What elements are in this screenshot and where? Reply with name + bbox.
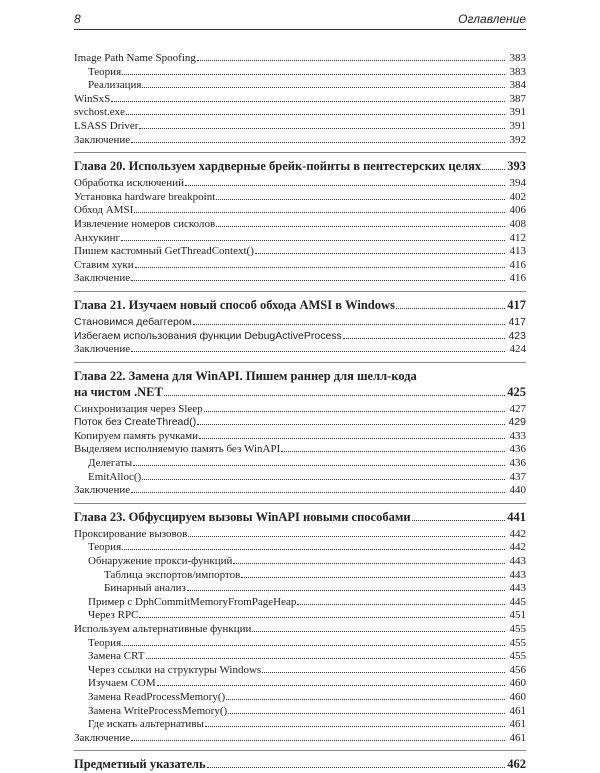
dot-leader	[188, 526, 505, 537]
toc-entry[interactable]	[74, 539, 526, 553]
toc-entry-page: 442	[509, 527, 526, 540]
dot-leader	[131, 270, 505, 281]
dot-leader	[199, 428, 505, 439]
toc-entry[interactable]	[74, 401, 526, 415]
toc-entry-page: 445	[509, 595, 526, 608]
chapter-title-line[interactable]: Глава 22. Замена для WinAPI. Пишем раннер для шелл-кода	[74, 368, 417, 383]
toc-entry-title: Теория	[88, 541, 122, 554]
toc-entry[interactable]	[74, 482, 526, 496]
toc-entry[interactable]	[74, 314, 526, 328]
toc-entry-title: EmitAlloc()	[88, 470, 142, 483]
toc-entry-title: Делегаты	[88, 457, 133, 470]
toc-entry-title: LSASS Driver	[74, 119, 139, 132]
toc-entry-title: Заключение	[74, 484, 131, 497]
toc-entry-page: 408	[509, 217, 526, 230]
dot-leader	[226, 689, 505, 700]
dot-leader	[252, 621, 505, 632]
toc-entry[interactable]	[74, 703, 526, 717]
toc-entry-title: Используем альтернативные функции	[74, 623, 252, 635]
toc-entry-page: 456	[509, 663, 526, 676]
toc-entry-title: Замена WriteProcessMemory()	[88, 704, 228, 717]
dot-leader	[255, 243, 505, 254]
toc-entry-page: 429	[508, 416, 526, 429]
toc-entry-title: WinSxS	[74, 92, 111, 105]
dot-leader	[262, 662, 505, 673]
toc-entry-page: 461	[509, 718, 526, 731]
toc-entry[interactable]	[74, 104, 526, 118]
toc-entry-page: 416	[509, 258, 526, 271]
toc-entry[interactable]	[74, 77, 526, 91]
toc-entry-title: Бинарный анализ	[104, 582, 186, 595]
dot-leader	[157, 675, 505, 686]
toc-entry[interactable]	[74, 428, 526, 442]
toc-entry-page: 406	[509, 204, 526, 217]
divider	[74, 291, 526, 292]
toc-entry-title: Обход AMSI	[74, 204, 134, 217]
toc-entry[interactable]	[74, 118, 526, 132]
chapter-page: 393	[507, 159, 526, 174]
toc-entry-title: Заключение	[74, 133, 131, 146]
toc-entry-title: Пример с DphCommitMemoryFromPageHeap	[88, 595, 297, 608]
dot-leader	[142, 77, 505, 88]
toc-entry[interactable]	[74, 648, 526, 662]
dot-leader	[139, 607, 505, 618]
toc-entry-title: Теория	[88, 636, 122, 649]
toc-entry[interactable]	[74, 132, 526, 146]
toc-entry-page: 391	[509, 119, 526, 132]
running-head	[74, 7, 526, 30]
toc-entry-page: 443	[509, 582, 526, 595]
toc-entry-title: Ставим хуки	[74, 258, 134, 271]
dot-leader	[193, 314, 505, 325]
toc-entry-page: 451	[509, 609, 526, 622]
dot-leader	[164, 385, 505, 396]
toc-entry[interactable]	[74, 64, 526, 78]
toc-entry-title: Обработка исключений	[74, 177, 184, 190]
toc-entry-title: Теория	[88, 65, 122, 78]
toc-entry-title: Где искать альтернативы	[88, 718, 204, 731]
toc-entry[interactable]	[74, 50, 526, 64]
toc-entry-page: 440	[509, 484, 526, 497]
dot-leader	[197, 414, 505, 425]
chapter-heading[interactable]	[74, 510, 526, 526]
toc-entry[interactable]	[74, 91, 526, 105]
toc-entry[interactable]	[74, 730, 526, 744]
toc-entry-title: Поток без CreateThread()	[74, 416, 197, 429]
toc-entry-title: Изучаем COM	[88, 677, 156, 690]
chapter-23-entries	[74, 526, 526, 744]
chapter-title-continued: на чистом .NET	[74, 384, 163, 399]
dot-leader	[122, 635, 505, 646]
toc-entry-title: Через RPC	[88, 609, 139, 622]
dot-leader	[133, 455, 505, 466]
toc-entry-title: Таблица экспортов/импортов	[104, 568, 241, 581]
toc-entry[interactable]	[74, 216, 526, 230]
toc-entry-page: 424	[509, 343, 526, 356]
dot-leader	[134, 202, 505, 213]
dot-leader	[204, 401, 505, 412]
dot-leader	[187, 580, 505, 591]
toc-entry-page: 423	[508, 329, 526, 342]
toc-entry-page: 427	[509, 402, 526, 415]
chapter-21-entries	[74, 314, 526, 355]
toc-entry-page: 392	[509, 133, 526, 146]
toc-entry[interactable]	[74, 580, 526, 594]
toc-entry-page: 417	[508, 315, 526, 328]
chapter-title: Глава 21. Изучаем новый способ обхода AMSI в Windows	[74, 297, 395, 312]
page-number: 8	[74, 12, 81, 26]
dot-leader	[216, 189, 505, 200]
dot-leader	[396, 298, 505, 309]
index-title: Предметный указатель	[74, 757, 206, 772]
dot-leader	[131, 341, 505, 352]
dot-leader	[135, 257, 505, 268]
toc-entry-page: 461	[509, 704, 526, 717]
toc-entry-title: Заключение	[74, 731, 131, 744]
toc-entry-title: Заключение	[74, 343, 131, 356]
chapter-heading[interactable]	[74, 159, 526, 175]
toc-entry-title: Пишем кастомный GetThreadContext()	[74, 245, 254, 258]
toc-entry-page: 387	[509, 92, 526, 105]
toc-entry-page: 460	[509, 677, 526, 690]
toc-entry[interactable]	[74, 202, 526, 216]
toc-entry-page: 436	[509, 443, 526, 456]
chapter-22-entries	[74, 401, 526, 496]
toc-entry[interactable]	[74, 635, 526, 649]
dot-leader	[139, 118, 505, 129]
toc-entry-page: 394	[509, 177, 526, 190]
toc-entry-title: Избегаем использования функции DebugActiveProcess	[74, 329, 342, 342]
toc-entry-page: 416	[509, 272, 526, 285]
toc-entry[interactable]	[74, 594, 526, 608]
toc-entry-title: Становимся дебаггером	[74, 315, 192, 328]
toc-entry-title: Извлечение номеров сисколов	[74, 217, 216, 230]
chapter-title: Глава 23. Обфусцируем вызовы WinAPI новыми способами	[74, 509, 411, 524]
toc-entry[interactable]	[74, 230, 526, 244]
dot-leader	[297, 594, 505, 605]
toc-entry-title: Замена ReadProcessMemory()	[88, 690, 226, 703]
toc-entry-page: 437	[509, 470, 526, 483]
dot-leader	[131, 730, 505, 741]
toc-entry-page: 442	[509, 541, 526, 554]
toc-entry-title: Обнаружение прокси-функций	[88, 555, 233, 568]
toc-entry[interactable]	[74, 607, 526, 621]
divider	[74, 750, 526, 751]
toc-entry-page: 455	[509, 650, 526, 663]
toc-entry[interactable]	[74, 175, 526, 189]
dot-leader	[146, 648, 506, 659]
toc-entry-title: Заключение	[74, 272, 131, 285]
chapter-title: Глава 20. Используем хардверные брейк-пойнты в пентестерских целях	[74, 159, 482, 174]
dot-leader	[197, 50, 505, 61]
chapter-heading[interactable]	[74, 385, 526, 401]
toc-entry[interactable]	[74, 469, 526, 483]
toc-entry[interactable]	[74, 328, 526, 342]
index-page: 462	[507, 757, 526, 772]
divider	[74, 362, 526, 363]
divider	[74, 503, 526, 504]
toc-entry-title: Копируем память ручками	[74, 429, 199, 442]
toc-entry[interactable]	[74, 257, 526, 271]
toc-entry[interactable]	[74, 455, 526, 469]
index-heading[interactable]	[74, 757, 526, 773]
toc-entry-page: 412	[509, 231, 526, 244]
dot-leader	[412, 510, 505, 521]
toc-entry-title: Через ссылки на структуры Windows	[88, 663, 262, 676]
toc-entry-title: Синхронизация через Sleep	[74, 402, 203, 415]
toc-entry-page: 391	[509, 106, 526, 119]
dot-leader	[233, 553, 505, 564]
toc-entry-title: svchost.exe	[74, 106, 126, 119]
toc-entry-page: 402	[509, 190, 526, 203]
chapter-page: 425	[507, 384, 526, 399]
toc-entry[interactable]	[74, 675, 526, 689]
toc-entry[interactable]	[74, 553, 526, 567]
chapter-page: 441	[507, 509, 526, 524]
dot-leader	[142, 469, 505, 480]
toc-entry-title: Установка hardware breakpoint	[74, 190, 216, 203]
dot-leader	[228, 703, 505, 714]
divider	[74, 152, 526, 153]
toc-entry[interactable]	[74, 621, 526, 635]
dot-leader	[216, 216, 505, 227]
toc-entry-title: Анхукинг	[74, 231, 121, 244]
chapter-heading[interactable]	[74, 298, 526, 314]
toc-entry-title: Выделяем исполняемую память без WinAPI	[74, 443, 281, 456]
dot-leader	[482, 159, 505, 170]
chapter-20-entries	[74, 175, 526, 284]
toc-entry-title: Замена CRT	[88, 650, 145, 663]
toc-entry-title: Image Path Name Spoofing	[74, 52, 196, 64]
toc-entry-page: 436	[509, 457, 526, 470]
toc-entry[interactable]	[74, 689, 526, 703]
section-title: Оглавление	[458, 12, 526, 26]
toc-entry-page: 433	[509, 429, 526, 442]
dot-leader	[241, 567, 505, 578]
dot-leader	[205, 716, 505, 727]
toc-entry[interactable]	[74, 567, 526, 581]
toc-entry-title: Проксирование вызовов	[74, 527, 188, 540]
toc-entry-title: Реализация	[88, 79, 142, 92]
toc-entry[interactable]	[74, 441, 526, 455]
toc-entry[interactable]	[74, 270, 526, 284]
toc-entry-page: 443	[509, 568, 526, 581]
table-of-contents	[74, 50, 526, 773]
toc-entry-page: 460	[509, 690, 526, 703]
dot-leader	[122, 539, 505, 550]
toc-entry-page: 413	[509, 245, 526, 258]
dot-leader	[185, 175, 505, 186]
chapter-page: 417	[507, 297, 526, 312]
toc-entry[interactable]	[74, 189, 526, 203]
dot-leader	[343, 328, 505, 339]
dot-leader	[281, 441, 505, 452]
toc-entry[interactable]	[74, 662, 526, 676]
toc-entry[interactable]	[74, 414, 526, 428]
dot-leader	[122, 64, 505, 75]
toc-entry-page: 383	[509, 52, 526, 64]
toc-block-previous-chapter	[74, 50, 526, 145]
toc-entry[interactable]	[74, 243, 526, 257]
toc-entry-page: 455	[509, 636, 526, 649]
toc-entry[interactable]	[74, 341, 526, 355]
toc-entry-page: 384	[509, 79, 526, 92]
dot-leader	[111, 91, 505, 102]
dot-leader	[131, 132, 505, 143]
dot-leader	[121, 230, 505, 241]
toc-entry-page: 461	[509, 731, 526, 744]
toc-entry[interactable]	[74, 716, 526, 730]
toc-entry-page: 383	[509, 65, 526, 78]
dot-leader	[131, 482, 505, 493]
toc-entry-page: 443	[509, 555, 526, 568]
toc-entry-page: 455	[509, 623, 526, 635]
dot-leader	[207, 757, 505, 768]
dot-leader	[126, 104, 505, 115]
toc-entry[interactable]	[74, 526, 526, 540]
